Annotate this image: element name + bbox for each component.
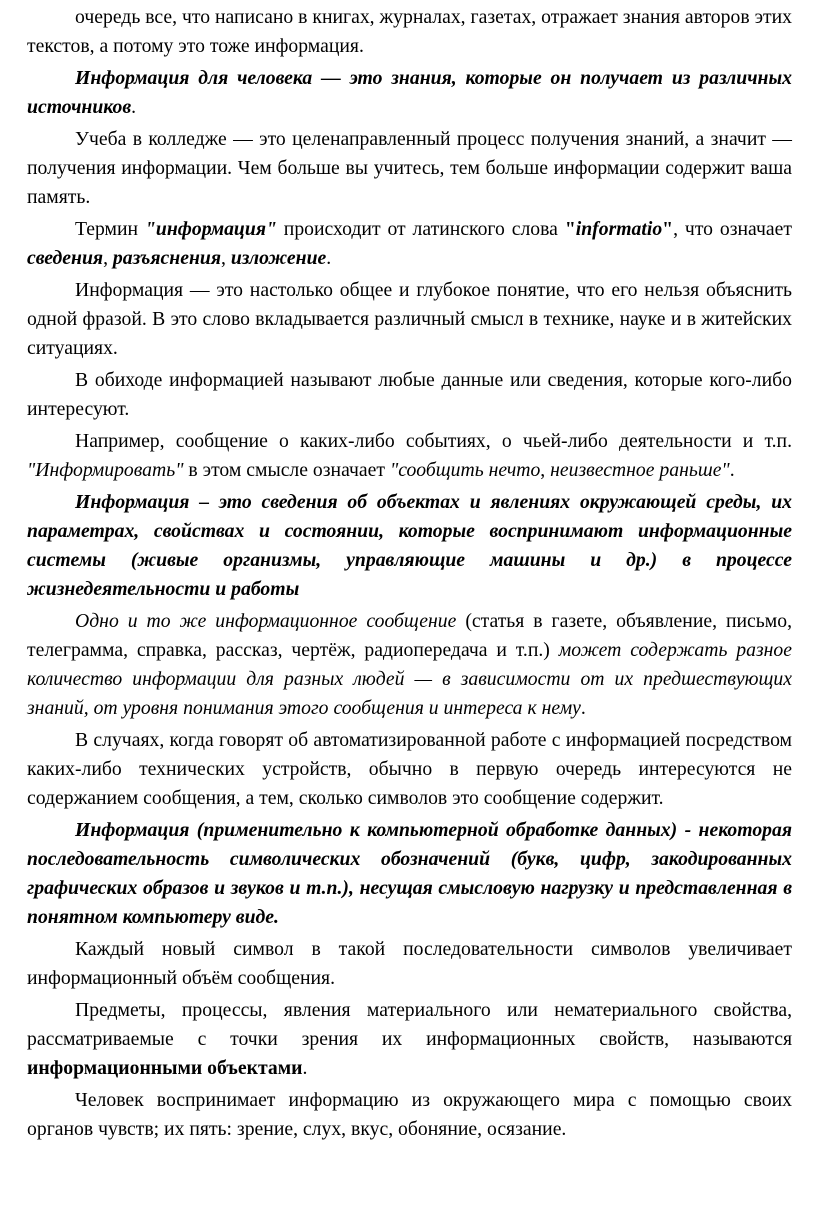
term-part-c: происходит от латинского слова [276, 218, 565, 240]
paragraph-term-origin [27, 215, 792, 273]
paragraph-senses: Человек воспринимает информацию из окружающего мира с помощью своих органов чувств; их пять: зрение, слух, вкус, обоняние, осязание. [27, 1089, 792, 1140]
inform-meaning-1: "сообщить нечто [389, 459, 541, 481]
latin-quote-close: " [662, 218, 674, 240]
inform-meaning-2: неизвестное раньше" [550, 459, 730, 481]
paragraph-new-symbol: Каждый новый символ в такой последовательности символов увеличивает информационный объём сообщения. [27, 938, 792, 989]
document-page [0, 3, 816, 1226]
definition-information-for-human [27, 64, 792, 122]
paragraph-college-study: Учеба в колледже — это целенаправленный процесс получения знаний, а значит — получения информации. Чем больше вы учитесь, тем больше информации содержит ваша память. [27, 128, 792, 208]
meaning-info: сведения [27, 247, 104, 269]
same-message-end: . [580, 697, 586, 719]
paragraph-information-sources: очередь все, что написано в книгах, журналах, газетах, отражает знания авторов этих текстов, а потому это тоже информация. [27, 6, 792, 57]
term-part-g: , что означает [673, 218, 792, 240]
paragraph-automated-processing: В случаях, когда говорят об автоматизированной работе с информацией посредством каких-либо технических устройств, обычно в первую очередь интересуются не содержанием сообщения, а тем, сколько символов это сообщение содержит. [27, 729, 792, 809]
meaning-presentation: изложение [230, 247, 327, 269]
term-word: "информация" [144, 218, 277, 240]
paragraph-to-inform [27, 427, 792, 485]
term-part-a: Термин [75, 218, 145, 240]
inform-end: . [729, 459, 735, 481]
same-message-lead: Одно и то же информационное сообщение [75, 610, 457, 632]
paragraph-general-concept: Информация — это настолько общее и глубокое понятие, что его нельзя объяснить одной фразой. В это слово вкладывается различный смысл в технике, науке и в житейских ситуациях. [27, 279, 792, 359]
meaning-explanation: разъяснения [112, 247, 221, 269]
paragraph-everyday-usage: В обиходе информацией называют любые данные или сведения, которые кого-либо интересуют. [27, 369, 792, 420]
term-end: . [326, 247, 332, 269]
term-sep-1: , [103, 247, 113, 269]
paragraph-information-objects [27, 996, 792, 1083]
latin-word: informatio [575, 218, 663, 240]
objects-term: информационными объектами [27, 1057, 303, 1079]
definition-end: . [131, 96, 137, 118]
definition-information-systems: Информация – это сведения об объектах и явлениях окружающей среды, их параметрах, свойствах и состоянии, которые воспринимают информационные системы (живые организмы, управляющие машины и др.) в процессе жизнедеятельности и работы [27, 491, 792, 600]
objects-part-a: Предметы, процессы, явления материального или нематериального свойства, рассматриваемые с точки зрения их информационных свойств, называются [27, 999, 792, 1050]
inform-part-a: Например, сообщение о каких-либо событиях, о чьей-либо деятельности и т.п. [75, 430, 792, 452]
definition-text: Информация для человека — это знания, которые он получает из различных источников [27, 67, 792, 118]
term-sep-2: , [220, 247, 231, 269]
inform-sep: , [540, 459, 551, 481]
objects-end: . [302, 1057, 308, 1079]
paragraph-same-message [27, 607, 792, 723]
inform-word: "Информировать" [27, 459, 184, 481]
same-message-claim: может содержать разное количество информации для разных людей — в зависимости от их предшествующих знаний, от уровня понимания этого сообщения и интереса к нему [27, 639, 792, 719]
latin-quote-open: " [564, 218, 576, 240]
inform-part-c: в этом смысле означает [183, 459, 390, 481]
definition-computer-information: Информация (применительно к компьютерной обработке данных) - некоторая последовательность символических обозначений (букв, цифр, закодированных графических образов и звуков и т.п.), несущая смысловую нагрузку и представленная в понятном компьютеру виде. [27, 819, 792, 928]
same-message-examples: (статья в газете, объявление, письмо, телеграмма, справка, рассказ, чертёж, радиопередача и т.п.) [27, 610, 792, 661]
